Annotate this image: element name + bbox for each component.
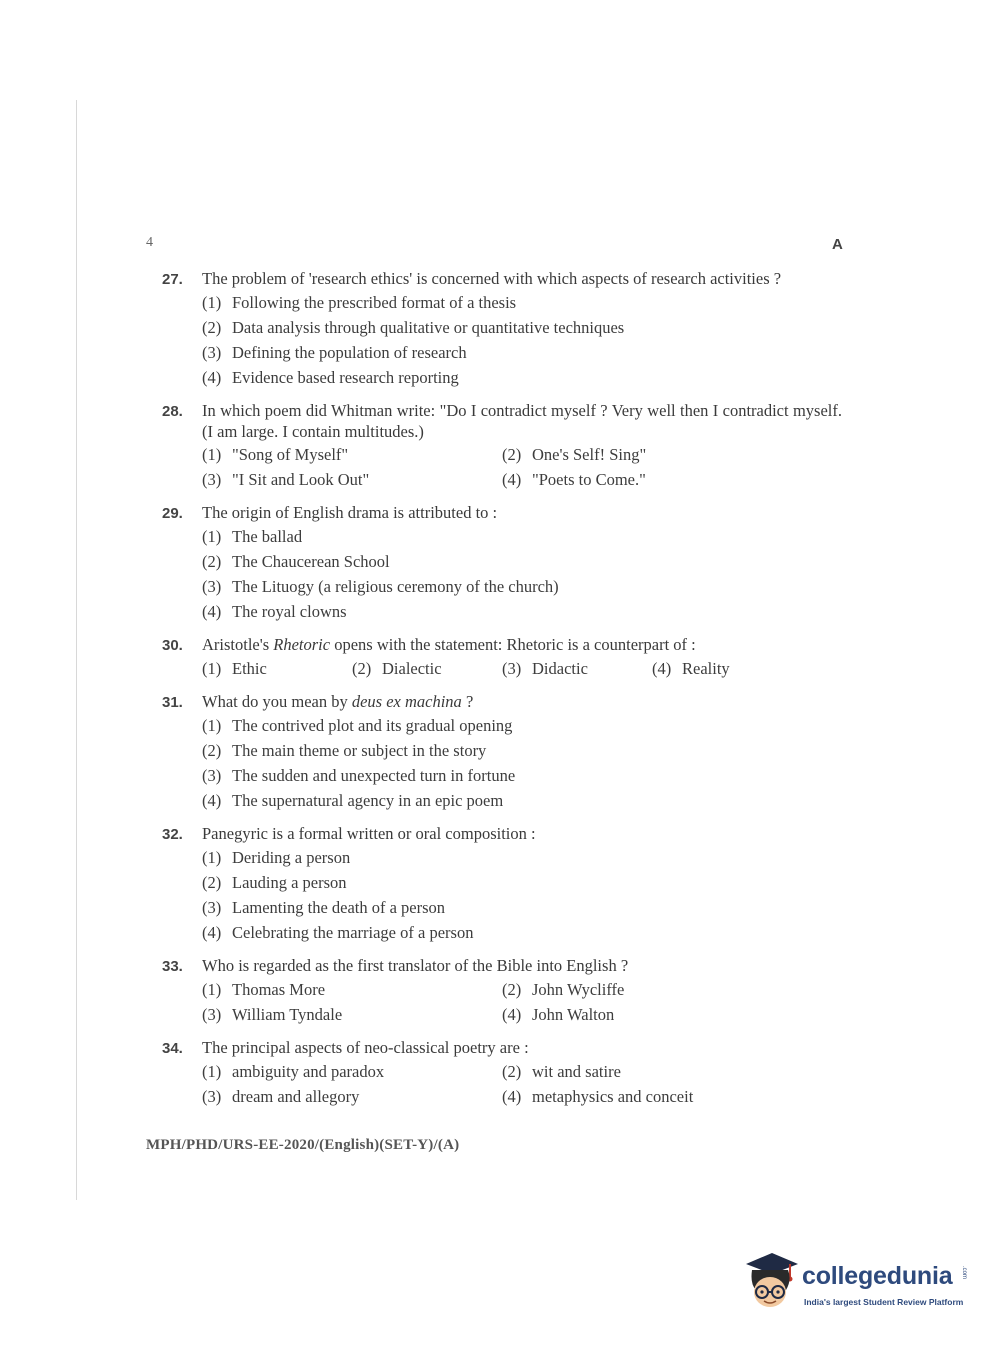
- option-4: (4) "Poets to Come.": [502, 470, 646, 489]
- option-3: (3) William Tyndale: [202, 1005, 343, 1024]
- collegedunia-logo[interactable]: [742, 1250, 972, 1320]
- option-1: (1) Ethic: [202, 659, 267, 678]
- option-list: [202, 442, 842, 492]
- option-2: (2) Lauding a person: [202, 873, 347, 892]
- logo-domain-suffix: .com: [961, 1266, 967, 1280]
- question-text: The origin of English drama is attributed to :: [202, 503, 498, 522]
- option-4: (4) Celebrating the marriage of a person: [202, 923, 474, 942]
- option-4: (4) The royal clowns: [202, 602, 347, 621]
- option-3: (3) Defining the population of research: [202, 343, 467, 362]
- question-number: 29.: [162, 505, 183, 522]
- question-number: 28.: [162, 403, 183, 420]
- question-list: [162, 268, 842, 1119]
- question-text: Panegyric is a formal written or oral composition :: [202, 824, 536, 843]
- option-4: (4) metaphysics and conceit: [502, 1087, 694, 1106]
- option-1: (1) ambiguity and paradox: [202, 1062, 385, 1081]
- option-4: (4) Evidence based research reporting: [202, 368, 459, 387]
- option-1: (1) The contrived plot and its gradual opening: [202, 716, 513, 735]
- question-29: [162, 502, 842, 624]
- question-text: Who is regarded as the first translator of the Bible into English ?: [202, 956, 629, 975]
- option-4: (4) John Walton: [502, 1005, 615, 1024]
- option-4: (4) Reality: [652, 659, 730, 678]
- binding-line: [76, 100, 77, 1200]
- question-33: [162, 955, 842, 1027]
- question-text: The principal aspects of neo-classical poetry are :: [202, 1038, 529, 1057]
- option-1: (1) The ballad: [202, 527, 303, 546]
- question-number: 30.: [162, 637, 183, 654]
- option-list: [202, 845, 842, 945]
- option-1: (1) "Song of Myself": [202, 445, 349, 464]
- question-number: 33.: [162, 958, 183, 975]
- option-list: [202, 977, 842, 1027]
- option-1: (1) Following the prescribed format of a thesis: [202, 293, 517, 312]
- option-2: (2) John Wycliffe: [502, 980, 625, 999]
- question-text: In which poem did Whitman write: "Do I contradict myself ? Very well then I contradict myself. (I am large. I contain multitudes.): [202, 401, 842, 441]
- option-2: (2) Data analysis through qualitative or quantitative techniques: [202, 318, 625, 337]
- graduate-face-icon: [742, 1250, 800, 1312]
- option-3: (3) dream and allegory: [202, 1087, 360, 1106]
- question-text: The problem of 'research ethics' is concerned with which aspects of research activities ?: [202, 269, 782, 288]
- option-2: (2) Dialectic: [352, 659, 442, 678]
- option-2: (2) The Chaucerean School: [202, 552, 390, 571]
- question-28: [162, 400, 842, 492]
- question-number: 31.: [162, 694, 183, 711]
- option-list: [202, 1059, 842, 1109]
- option-list: [202, 524, 842, 624]
- question-31: [162, 691, 842, 813]
- logo-tagline: India's largest Student Review Platform: [804, 1297, 964, 1307]
- page-number: 4: [146, 235, 153, 250]
- question-number: 34.: [162, 1040, 183, 1057]
- option-3: (3) The sudden and unexpected turn in fortune: [202, 766, 516, 785]
- option-2: (2) One's Self! Sing": [502, 445, 647, 464]
- option-3: (3) Didactic: [502, 659, 588, 678]
- option-1: (1) Deriding a person: [202, 848, 351, 867]
- logo-wordmark: collegedunia: [802, 1262, 953, 1290]
- option-2: (2) wit and satire: [502, 1062, 621, 1081]
- question-30: [162, 634, 842, 681]
- option-list: [202, 656, 842, 681]
- question-32: [162, 823, 842, 945]
- option-1: (1) Thomas More: [202, 980, 326, 999]
- question-text: Aristotle's Rhetoric opens with the statement: Rhetoric is a counterpart of :: [202, 635, 696, 654]
- question-text: What do you mean by deus ex machina ?: [202, 692, 474, 711]
- question-number: 32.: [162, 826, 183, 843]
- option-list: [202, 290, 842, 390]
- question-number: 27.: [162, 271, 183, 288]
- option-3: (3) "I Sit and Look Out": [202, 470, 370, 489]
- option-list: [202, 713, 842, 813]
- option-3: (3) Lamenting the death of a person: [202, 898, 446, 917]
- exam-code-footer: MPH/PHD/URS-EE-2020/(English)(SET-Y)/(A): [146, 1137, 460, 1153]
- question-34: [162, 1037, 842, 1109]
- option-2: (2) The main theme or subject in the story: [202, 741, 487, 760]
- question-27: [162, 268, 842, 390]
- option-3: (3) The Lituogy (a religious ceremony of the church): [202, 577, 559, 596]
- option-4: (4) The supernatural agency in an epic poem: [202, 791, 504, 810]
- set-letter: A: [832, 236, 843, 253]
